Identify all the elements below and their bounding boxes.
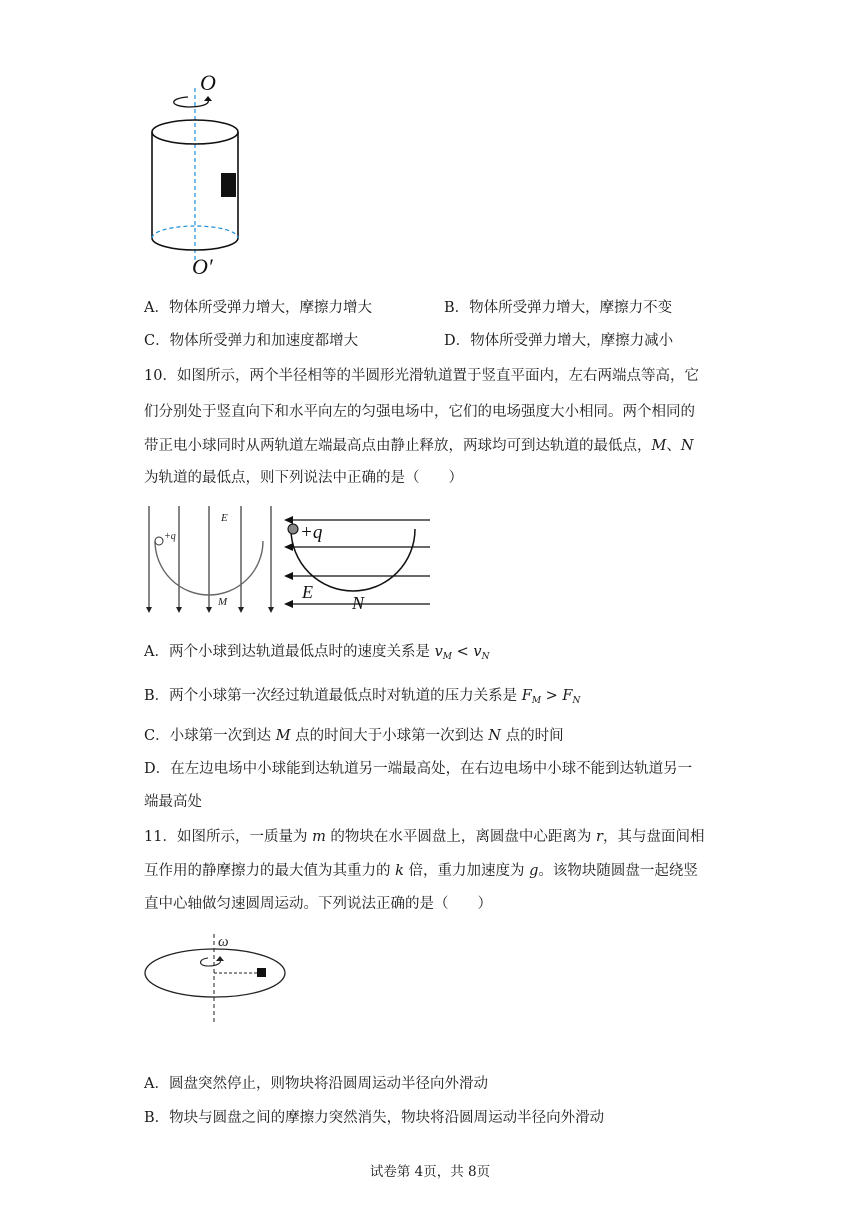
svg-text:ω: ω <box>218 934 229 950</box>
horizontal-field-figure <box>282 512 432 612</box>
q9-option-d: D．物体所受弹力增大，摩擦力减小 <box>444 333 674 349</box>
page-footer: 试卷第 4页，共 8页 <box>369 1164 491 1180</box>
q9-option-b: B．物体所受弹力增大，摩擦力不变 <box>444 300 673 316</box>
q10-option-b: B．两个小球第一次经过轨道最低点时对轨道的压力关系是 $F_M > F_N$ <box>144 688 581 706</box>
q10-option-c: C．小球第一次到达 M 点的时间大于小球第一次到达 N 点的时间 <box>144 728 564 744</box>
svg-text:E: E <box>221 512 228 524</box>
svg-text:E: E <box>302 582 313 602</box>
q11-stem-line-1: 11．如图所示，一质量为 m 的物块在水平圆盘上，离圆盘中心距离为 r，其与盘面间相 <box>144 829 705 845</box>
axis-label-bottom: O′ <box>192 254 213 279</box>
block-on-disc <box>257 968 266 977</box>
q9-option-c: C．物体所受弹力和加速度都增大 <box>144 333 359 349</box>
rotating-disc-figure <box>144 932 289 1027</box>
q10-stem-line-3: 带正电小球同时从两轨道左端最高点由静止释放，两球均可到达轨道的最低点，M、N <box>144 438 694 454</box>
q11-option-a: A．圆盘突然停止，则物块将沿圆周运动半径向外滑动 <box>144 1076 488 1092</box>
block-on-wall <box>221 173 236 197</box>
q11-option-b: B．物块与圆盘之间的摩擦力突然消失，物块将沿圆周运动半径向外滑动 <box>144 1110 605 1126</box>
svg-text:+q: +q <box>300 522 323 543</box>
svg-text:M: M <box>218 596 228 608</box>
svg-text:N: N <box>352 593 365 613</box>
q11-stem-line-3: 直中心轴做匀速圆周运动。下列说法正确的是（ ） <box>144 896 492 912</box>
q10-option-d-line-1: D．在左边电场中小球能到达轨道另一端最高处，在右边电场中小球不能到达轨道另一 <box>144 761 693 777</box>
charge-ball-left <box>155 537 163 545</box>
q10-stem-line-1: 10．如图所示，两个半径相等的半圆形光滑轨道置于竖直平面内，左右两端点等高，它 <box>144 368 699 384</box>
q10-option-d-line-2: 端最高处 <box>144 794 202 810</box>
q9-option-a: A．物体所受弹力增大，摩擦力增大 <box>144 300 372 316</box>
charge-ball-right <box>288 524 298 534</box>
q10-stem-line-4: 为轨道的最低点，则下列说法中正确的是（ ） <box>144 470 463 486</box>
q10-option-a: A．两个小球到达轨道最低点时的速度关系是 $v_M < v_N$ <box>144 644 490 662</box>
axis-label-top: O <box>200 70 216 95</box>
svg-text:+q: +q <box>164 531 176 542</box>
cylinder-figure <box>140 70 250 280</box>
q11-stem-line-2: 互作用的静摩擦力的最大值为其重力的 k 倍，重力加速度为 g。该物块随圆盘一起绕竖 <box>144 863 698 879</box>
vertical-field-figure <box>143 503 278 615</box>
q10-stem-line-2: 们分别处于竖直向下和水平向左的匀强电场中，它们的电场强度大小相同。两个相同的 <box>144 404 695 420</box>
